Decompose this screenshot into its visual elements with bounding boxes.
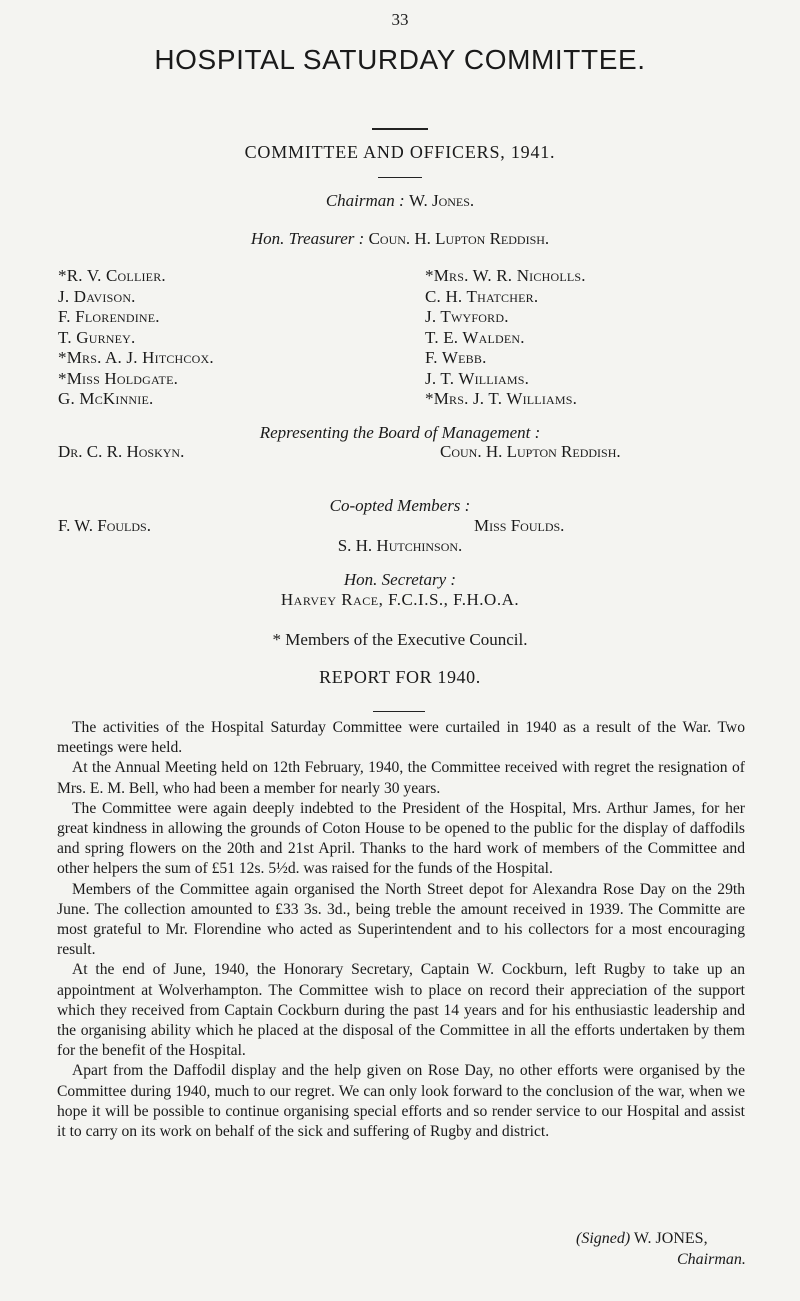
member-name: J. T. Williams. <box>425 368 530 388</box>
member-name: T. E. Walden. <box>425 327 525 347</box>
coopted-member-right: Miss Foulds. <box>474 516 565 535</box>
secretary-label: Hon. Secretary : <box>343 570 457 589</box>
signed-label: (Signed) <box>576 1230 631 1247</box>
divider <box>372 128 428 130</box>
coopted-label: Co-opted Members : <box>329 496 471 515</box>
report-paragraph: At the Annual Meeting held on 12th February, 1940, the Committee received with regret the resignation of Mrs. E. M. Bell, who had been a member for nearly 30 years. <box>57 759 745 797</box>
member-name: *R. V. Collier. <box>58 266 166 285</box>
report-paragraph: Members of the Committee again organised the North Street depot for Alexandra Rose Day on the 29th June. The collection amounted to £33 3s. 3d., being treble the amount received in 1939. The Committe are most grateful to Mr. Florendine who acted as Superintendent and to his collectors for a most encouraging result. <box>57 880 745 959</box>
report-paragraph: At the end of June, 1940, the Honorary Secretary, Captain W. Cockburn, left Rugby to take up an appointment at Wolverhampton. The Committee wish to place on record their appreciation of the support which they received from Captain Cockburn during the past 14 years and for his enthusiastic leadership and the organising ability which he placed at the disposal of the Committee in all the efforts undertaken by them for the benefit of the Hospital. <box>57 961 745 1060</box>
treasurer-line <box>0 229 800 249</box>
member-name: *Mrs. J. T. Williams. <box>425 389 578 408</box>
member-name: *Mrs. W. R. Nicholls. <box>425 266 586 285</box>
chairman-line <box>0 191 800 211</box>
member-name: C. H. Thatcher. <box>425 286 539 306</box>
report-paragraph: Apart from the Daffodil display and the help given on Rose Day, no other efforts were organised by the Committee during 1940, much to our regret. We can only look forward to the conclusion of the war, when we hope it will be possible to continue organising special efforts and so render service to our Hospital and assist it to carry on its work on behalf of the sick and suffering of Rugby and district. <box>57 1062 745 1141</box>
report-paragraph: The Committee were again deeply indebted to the President of the Hospital, Mrs. Arthur James, for her great kindness in allowing the grounds of Coton House to be opened to the public for the display of daffodils and spring flowers on the 20th and 21st April. Thanks to the hard work of members of the Committee and other helpers the sum of £51 12s. 5½d. was raised for the funds of the Hospital. <box>57 799 745 878</box>
signature <box>576 1230 708 1248</box>
board-member-left: Dr. C. R. Hoskyn. <box>58 442 185 461</box>
member-name: J. Davison. <box>58 286 136 306</box>
board-member-right: Coun. H. Lupton Reddish. <box>440 442 621 461</box>
member-name: F. Florendine. <box>58 307 160 326</box>
chairman-name: W. Jones. <box>408 191 475 210</box>
coopted-member-left: F. W. Foulds. <box>58 516 151 535</box>
report-title: REPORT FOR 1940. <box>319 667 481 687</box>
member-name: *Miss Holdgate. <box>58 368 179 388</box>
report-paragraph: The activities of the Hospital Saturday Committee were curtailed in 1940 as a result of the War. Two meetings were held. <box>57 719 745 757</box>
member-name: T. Gurney. <box>58 327 136 347</box>
footnote: * Members of the Executive Council. <box>272 630 528 649</box>
treasurer-name: Coun. H. Lupton Reddish. <box>368 229 550 248</box>
divider <box>378 177 422 178</box>
report-body <box>57 718 745 1142</box>
page-number: 33 <box>391 10 409 29</box>
signatory-name: W. JONES, <box>633 1230 708 1247</box>
divider <box>373 711 425 712</box>
coopted-member-center: S. H. Hutchinson. <box>337 536 463 555</box>
members-left-column <box>58 266 214 410</box>
chairman-label: Chairman : <box>325 191 405 210</box>
members-right-column <box>425 266 586 410</box>
board-label: Representing the Board of Management : <box>259 423 541 442</box>
member-name: G. McKinnie. <box>58 389 154 408</box>
signatory-title: Chairman. <box>677 1251 746 1268</box>
committee-subheading: COMMITTEE AND OFFICERS, 1941. <box>244 142 556 162</box>
page-title: HOSPITAL SATURDAY COMMITTEE. <box>154 44 646 75</box>
member-name: F. Webb. <box>425 348 487 367</box>
member-name: J. Twyford. <box>425 307 509 326</box>
member-name: *Mrs. A. J. Hitchcox. <box>58 348 214 367</box>
treasurer-label: Hon. Treasurer : <box>250 229 365 248</box>
secretary-name: Harvey Race, F.C.I.S., F.H.O.A. <box>280 590 520 609</box>
